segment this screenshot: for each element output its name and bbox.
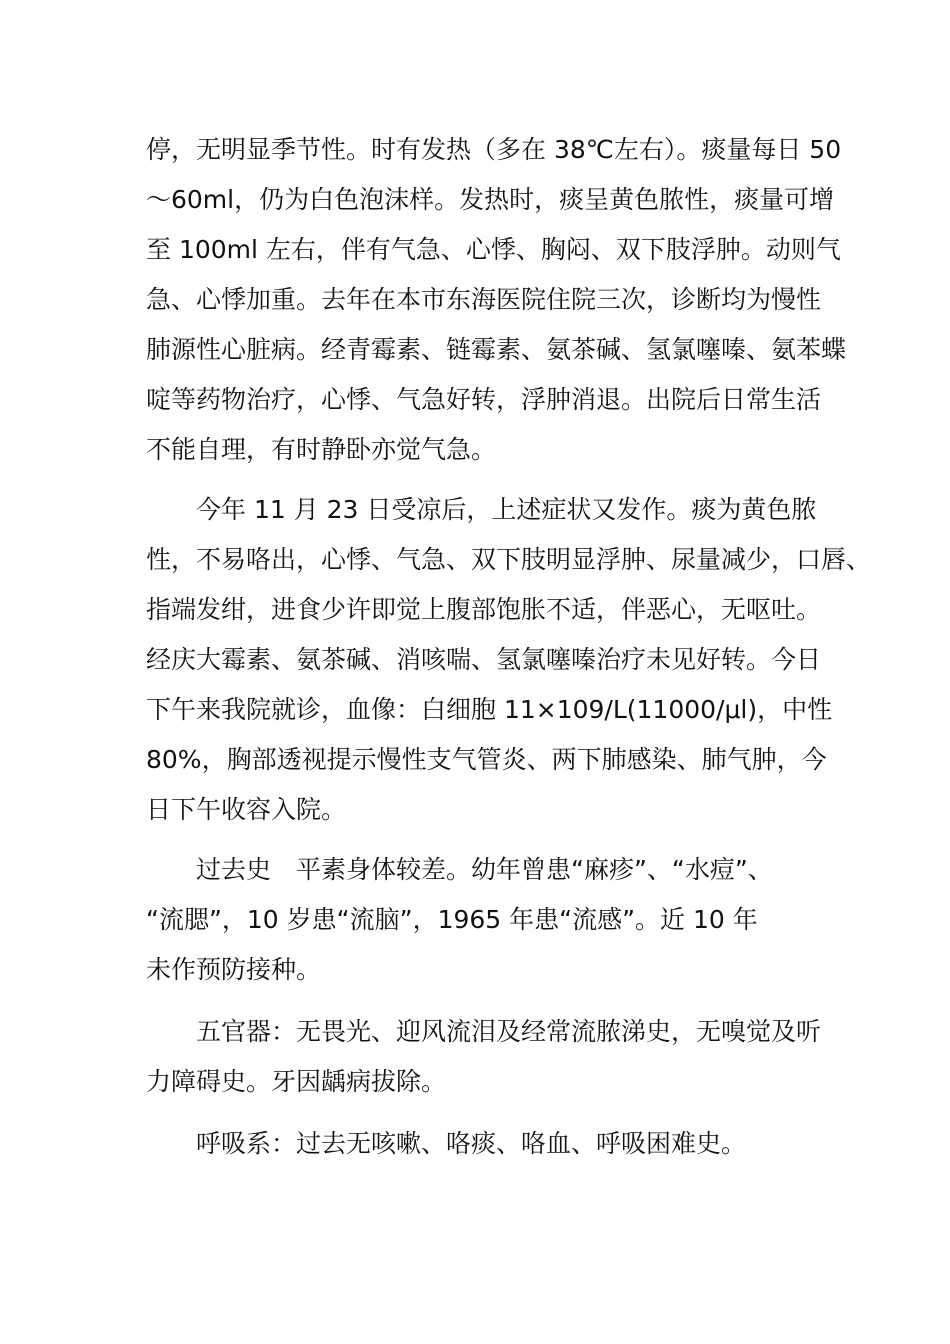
text-line: 急、心悸加重。去年在本市东海医院住院三次，诊断均为慢性 bbox=[146, 285, 822, 314]
text-line: 啶等药物治疗，心悸、气急好转，浮肿消退。出院后日常生活 bbox=[146, 385, 822, 414]
text-line: 今年 11 月 23 日受凉后，上述症状又发作。痰为黄色脓 bbox=[196, 495, 817, 524]
text-line: 不能自理，有时静卧亦觉气急。 bbox=[146, 435, 497, 464]
text-line: ～60ml，仍为白色泡沫样。发热时，痰呈黄色脓性，痰量可增 bbox=[146, 185, 835, 214]
text-line: 至 100ml 左右，伴有气急、心悸、胸闷、双下肢浮肿。动则气 bbox=[146, 235, 841, 264]
text-line: 80%，胸部透视提示慢性支气管炎、两下肺感染、肺气肿，今 bbox=[146, 745, 827, 774]
text-line: 力障碍史。牙因龋病拔除。 bbox=[146, 1067, 447, 1096]
text-line: 下午来我院就诊，血像：白细胞 11×109/L(11000/μl)，中性 bbox=[146, 695, 833, 724]
text-line: 五官器：无畏光、迎风流泪及经常流脓涕史，无嗅觉及听 bbox=[196, 1017, 822, 1046]
text-line: 指端发绀，进食少许即觉上腹部饱胀不适，伴恶心，无呕吐。 bbox=[146, 595, 822, 624]
text-line: 肺源性心脏病。经青霉素、链霉素、氨茶碱、氢氯噻嗪、氨苯蝶 bbox=[146, 335, 847, 364]
text-line: 经庆大霉素、氨茶碱、消咳喘、氢氯噻嗪治疗未见好转。今日 bbox=[146, 645, 822, 674]
text-line: 呼吸系：过去无咳嗽、咯痰、咯血、呼吸困难史。 bbox=[196, 1129, 747, 1158]
text-line: 过去史 平素身体较差。幼年曾患“麻疹”、“水痘”、 bbox=[196, 855, 773, 884]
text-line: 性，不易咯出，心悸、气急、双下肢明显浮肿、尿量减少，口唇、 bbox=[146, 545, 872, 574]
text-line: 日下午收容入院。 bbox=[146, 795, 347, 824]
text-line: “流腮”，10 岁患“流脑”，1965 年患“流感”。近 10 年 bbox=[146, 905, 758, 934]
text-line: 未作预防接种。 bbox=[146, 955, 322, 984]
text-line: 停，无明显季节性。时有发热（多在 38℃左右）。痰量每日 50 bbox=[146, 135, 842, 164]
